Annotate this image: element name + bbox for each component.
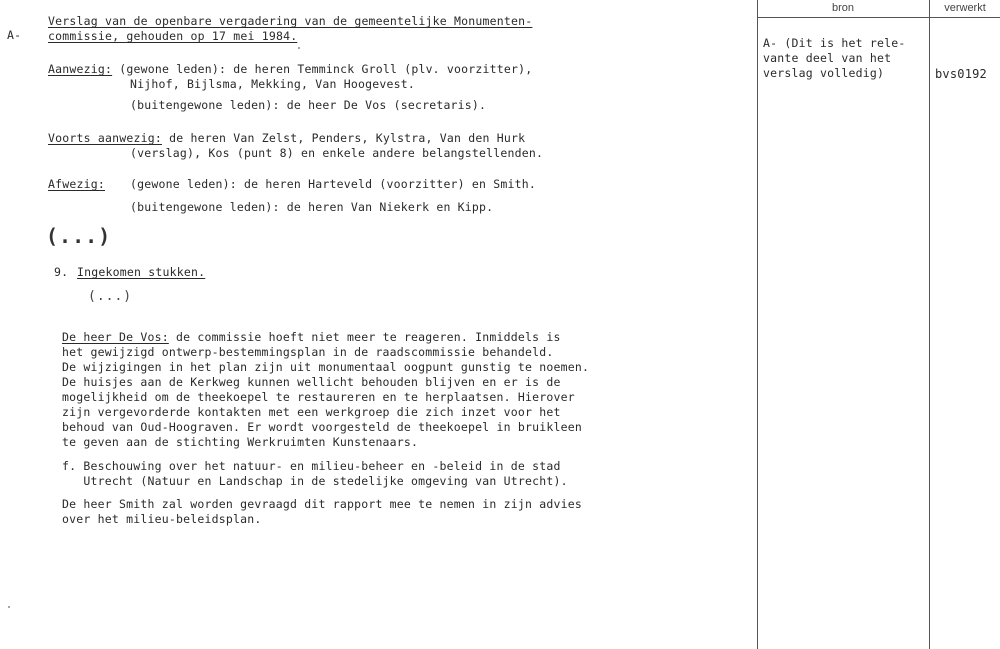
scan-speck	[8, 606, 10, 608]
source-note-line-2: vante deel van het	[763, 51, 892, 65]
item-f-line-2: Utrecht (Natuur en Landschap in de stedelijke omgeving van Utrecht).	[62, 474, 568, 488]
column-header-bron: bron	[831, 2, 855, 14]
present-label: Aanwezig:	[48, 62, 113, 76]
present-line-2: Nijhof, Bijlsma, Mekking, Van Hoogevest.	[130, 77, 415, 91]
paragraph-line: De huisjes aan de Kerkweg kunnen wellicht behouden blijven en er is de	[62, 375, 561, 389]
section-number: 9.	[54, 265, 69, 279]
paragraph-line: zijn vergevorderde kontakten met een werkgroep die zich inzet voor het	[62, 405, 561, 419]
source-note-line-1: A- (Dit is het rele-	[763, 36, 906, 50]
table-border-left	[757, 0, 758, 649]
closing-line-1: De heer Smith zal worden gevraagd dit rapport mee te nemen in zijn advies	[62, 497, 583, 511]
processed-code: bvs0192	[935, 67, 987, 81]
absent-label: Afwezig:	[48, 177, 105, 191]
table-header-divider	[757, 17, 1000, 18]
paragraph-line: De wijzigingen in het plan zijn uit monumentaal oogpunt gunstig te noemen.	[62, 360, 590, 374]
present-extraordinary: (buitengewone leden): de heer De Vos (secretaris).	[130, 98, 487, 112]
paragraph-line: behoud van Oud-Hoograven. Er wordt voorgesteld de theekoepel in bruikleen	[62, 420, 583, 434]
also-present-label: Voorts aanwezig:	[48, 131, 162, 145]
report-title-line-2: commissie, gehouden op 17 mei 1984.	[48, 29, 298, 43]
closing-line-2: over het milieu-beleidsplan.	[62, 512, 262, 526]
paragraph-line: het gewijzigd ontwerp-bestemmingsplan in de raadscommissie behandeld.	[62, 345, 554, 359]
also-present-text-1: de heren Van Zelst, Penders, Kylstra, Van den Hurk	[161, 131, 526, 145]
paragraph-line: te geven aan de stichting Werkruimten Kunstenaars.	[62, 435, 419, 449]
paragraph-line-1	[62, 330, 561, 345]
source-note-line-3: verslag volledig)	[763, 66, 885, 80]
ellipsis-large: (...)	[46, 224, 112, 248]
margin-marker: A-	[7, 28, 22, 42]
also-present-line-1	[48, 131, 525, 146]
item-f-line-1: f. Beschouwing over het natuur- en milieu-beheer en -beleid in de stad	[62, 459, 561, 473]
present-line-1	[48, 62, 532, 77]
also-present-line-2: (verslag), Kos (punt 8) en enkele andere belangstellenden.	[130, 146, 544, 160]
ellipsis-small: (...)	[88, 289, 133, 304]
absent-line-2: (buitengewone leden): de heren Van Niekerk en Kipp.	[130, 200, 494, 214]
report-title-line-1: Verslag van de openbare vergadering van de gemeentelijke Monumenten-	[48, 14, 533, 28]
paragraph-text-1: de commissie hoeft niet meer te reageren. Inmiddels is	[168, 330, 561, 344]
scan-speck	[298, 47, 300, 49]
section-title: Ingekomen stukken.	[77, 265, 206, 279]
column-header-verwerkt: verwerkt	[944, 2, 986, 14]
present-text-1: (gewone leden): de heren Temminck Groll (plv. voorzitter),	[112, 62, 533, 76]
speaker-label: De heer De Vos:	[62, 330, 169, 344]
table-column-divider	[929, 0, 930, 649]
absent-line-1: (gewone leden): de heren Harteveld (voorzitter) en Smith.	[130, 177, 537, 191]
paragraph-line: mogelijkheid om de theekoepel te restaureren en te herplaatsen. Hierover	[62, 390, 575, 404]
